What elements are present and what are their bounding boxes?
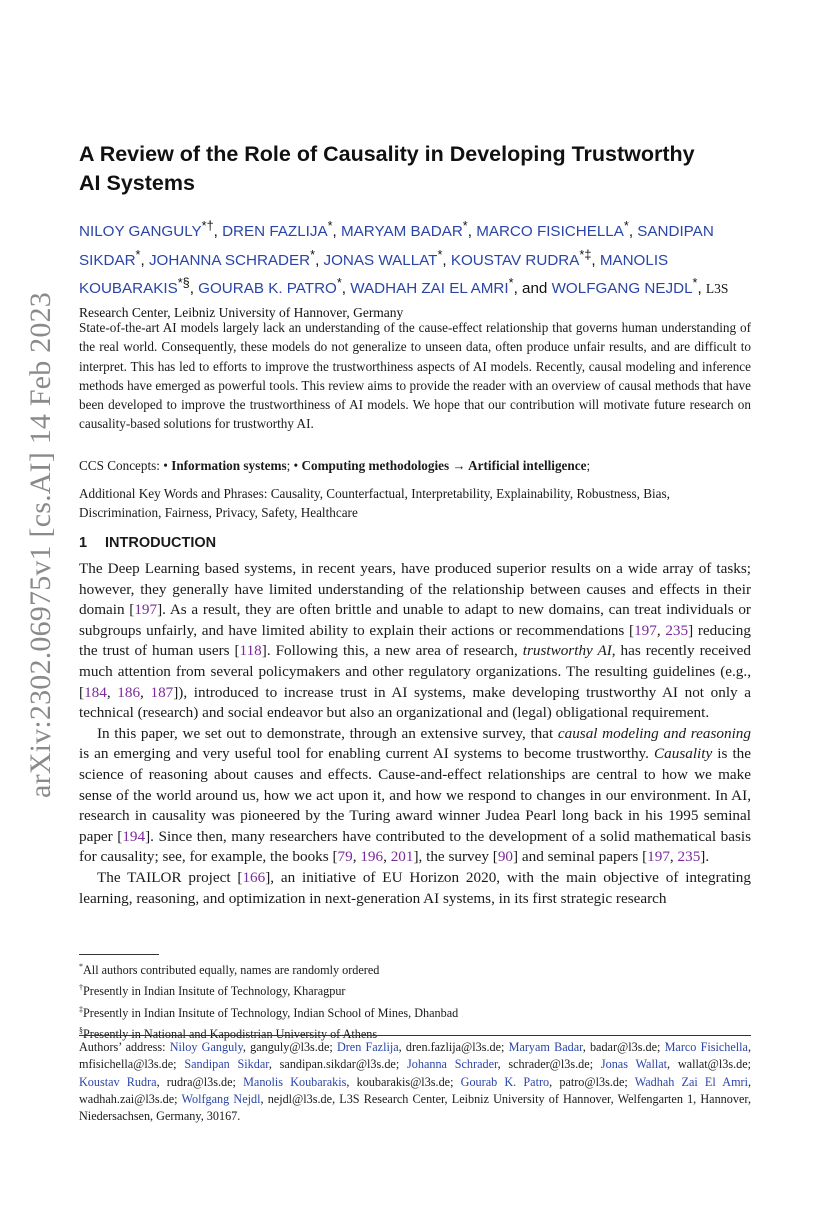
author-name[interactable]: JOHANNA SCHRADER (148, 251, 311, 269)
author-address-name[interactable]: Manolis Koubarakis (243, 1074, 347, 1089)
abstract: State-of-the-art AI models largely lack an understanding of the cause-effect relationship that governs human understanding of the real world. Consequently, these models do not generalize to unseen data, often produce unfair results, and are difficult to interpret. This has led to efforts to improve the trustworthiness aspects of AI models. Recently, causal modeling and inference methods have emerged as powerful tools. This review aims to provide the reader with an overview of causal methods that have been developed to improve the trustworthiness of AI models. We hope that our contribution will motivate future research on causality-based solutions for trustworthy AI. (79, 320, 751, 432)
author-email: ganguly@l3s.de (250, 1040, 330, 1054)
footnote-mark: † (79, 983, 83, 993)
body-text-span: is an emerging and very useful tool for enabling current AI systems to become trustworthy. (79, 745, 654, 763)
introduction-body (79, 559, 751, 909)
keywords (79, 484, 751, 522)
author-mark: * (310, 247, 316, 262)
author-name[interactable]: SANDIPAN SIKDAR (79, 223, 714, 269)
address-label: Authors’ address: (79, 1040, 166, 1054)
citation-link[interactable]: 187 (150, 683, 174, 701)
author-name[interactable]: GOURAB K. PATRO (198, 280, 337, 298)
body-text-span: ] reducing the trust of human users [ (79, 621, 751, 660)
body-text-span: ]. Since then, many researchers have contributed to the development of a solid mathematical basis for causality; see, for example, the books [ (79, 827, 751, 866)
citation-link[interactable]: 235 (665, 621, 689, 639)
author-address-name[interactable]: Koustav Rudra (79, 1074, 157, 1089)
author-email: sandipan.sikdar@l3s.de (279, 1057, 396, 1072)
author-address-name[interactable]: Dren Fazlija (336, 1040, 399, 1054)
author-name[interactable]: MARCO FISICHELLA (476, 223, 624, 241)
author-address-name[interactable]: Gourab K. Patro (460, 1074, 550, 1089)
author-address-name[interactable]: Johanna Schrader (407, 1057, 498, 1072)
citation-link[interactable]: 184 (84, 683, 107, 701)
ccs-concepts: CCS Concepts: • Information systems; • Computing methodologies → Artificial intelligence; (79, 458, 591, 473)
author-list: NILOY GANGULY*†, DREN FAZLIJA*, MARYAM BADAR*, MARCO FISICHELLA*, SANDIPAN SIKDAR*, JOHANNA SCHRADER*, JONAS WALLAT*, KOUSTAV RUDRA*‡, MANOLIS KOUBARAKIS*§, GOURAB K. PATRO*, WADHAH ZAI EL AMRI*, and WOLFGANG NEJDL*, L3S Research Center, Leibniz University of Hannover, Germany (79, 219, 729, 320)
body-text-span: is the science of reasoning about causes and effects. Cause-and-effect relationships are central to how we make sense of the world around us, how we act upon it, and how we respond to changes in our environment. In AI, research in causality was pioneered by the Turing award winner Judea Pearl long back in his 1995 seminal paper [ (79, 745, 752, 845)
citation-link[interactable]: 79 (337, 848, 353, 866)
author-name[interactable]: DREN FAZLIJA (222, 223, 328, 241)
author-email: koubarakis@l3s.de (356, 1074, 451, 1089)
footnote-text: Presently in Indian Insitute of Technology, Kharagpur (83, 984, 346, 999)
author-email: mfisichella@l3s.de (79, 1057, 174, 1072)
author-mark: *‡ (579, 247, 592, 262)
footnote-text: Presently in National and Kapodistrian University of Athens (83, 1026, 378, 1041)
footnote-mark: ‡ (79, 1004, 83, 1014)
footnote (79, 979, 751, 1000)
author-mark: * (692, 276, 698, 291)
address-divider (79, 1035, 751, 1036)
citation-link[interactable]: 197 (634, 621, 657, 639)
author-address-name[interactable]: Niloy Ganguly (169, 1040, 243, 1054)
author-email: badar@l3s.de (589, 1040, 658, 1054)
body-text-span: ]), introduced to increase trust in AI systems, make developing trustworthy AI not only a technical (research) and social endeavor but also an organizational and (legal) obligational requirement. (79, 683, 751, 722)
author-mark: * (462, 219, 468, 233)
citation-link[interactable]: 197 (134, 601, 158, 619)
section-heading (79, 535, 216, 551)
author-mark: * (623, 219, 629, 233)
author-address-name[interactable]: Jonas Wallat (600, 1057, 668, 1072)
author-name[interactable]: WADHAH ZAI EL AMRI (350, 280, 509, 298)
address-closing: L3S Research Center, Leibniz University of Hannover, Welfengarten 1, Hannover, Niedersachsen, Germany, 30167. (79, 1091, 751, 1124)
citation-link[interactable]: 166 (242, 868, 266, 886)
footnote (79, 958, 751, 979)
author-name[interactable]: JONAS WALLAT (323, 251, 438, 269)
author-name[interactable]: MANOLIS KOUBARAKIS (79, 251, 669, 298)
citation-link[interactable]: 90 (497, 848, 514, 866)
author-mark: * (437, 247, 443, 262)
author-email: schrader@l3s.de (508, 1057, 590, 1072)
author-address-name[interactable]: Wadhah Zai El Amri (634, 1074, 748, 1089)
body-paragraph (79, 559, 751, 724)
body-paragraph (79, 868, 751, 909)
footnote (79, 1001, 751, 1022)
keywords-text: Causality, Counterfactual, Interpretability, Explainability, Robustness, Bias, Discrimination, Fairness, Privacy, Safety, Healthcare (79, 486, 670, 520)
body-text-span: , (106, 683, 118, 701)
body-text-span: The Deep Learning based systems, in recent years, have produced superior results on a wide array of tasks; however, they generally have limited understanding of the relationship between causes and effects in their domain [ (79, 560, 751, 619)
body-text-span: , (383, 848, 391, 866)
author-names: NILOY GANGULY*†, DREN FAZLIJA*, MARYAM BADAR*, MARCO FISICHELLA*, SANDIPAN SIKDAR*, JOHANNA SCHRADER*, JONAS WALLAT*, KOUSTAV RUDRA*‡, MANOLIS KOUBARAKIS*§, GOURAB K. PATRO*, WADHAH ZAI EL AMRI*, and WOLFGANG NEJDL* (79, 219, 714, 298)
authors-address: Authors’ address: Niloy Ganguly, ganguly@l3s.de; Dren Fazlija, dren.fazlija@l3s.de; Maryam Badar, badar@l3s.de; Marco Fisichella, mfisichella@l3s.de; Sandipan Sikdar, sandipan.sikdar@l3s.de; Johanna Schrader, schrader@l3s.de; Jonas Wallat, wallat@l3s.de; Koustav Rudra, rudra@l3s.de; Manolis Koubarakis, koubarakis@l3s.de; Gourab K. Patro, patro@l3s.de; Wadhah Zai El Amri, wadhah.zai@l3s.de; Wolfgang Nejdl, nejdl@l3s.de, L3S Research Center, Leibniz University of Hannover, Welfengarten 1, Hannover, Niedersachsen, Germany, 30167. (79, 1040, 752, 1124)
arxiv-identifier: arXiv:2302.06975v1 [cs.AI] 14 Feb 2023 (24, 292, 57, 798)
author-name[interactable]: KOUSTAV RUDRA (450, 251, 580, 269)
body-text-span: ]. (700, 848, 710, 866)
footnote-text: Presently in Indian Insitute of Technology, Indian School of Mines, Dhanbad (83, 1005, 459, 1020)
author-mark: * (508, 276, 514, 291)
ccs-item: Computing methodologies → Artificial intelligence (301, 458, 587, 473)
body-text-span: ]. Following this, a new area of research, (261, 642, 523, 660)
body-text-span: ] and seminal papers [ (513, 848, 648, 866)
arxiv-stamp (26, 250, 56, 840)
author-conjunction: and (522, 280, 548, 298)
author-mark: * (135, 247, 141, 262)
author-address-name[interactable]: Wolfgang Nejdl (181, 1091, 261, 1106)
author-name[interactable]: MARYAM BADAR (340, 223, 463, 241)
footnote-divider (79, 954, 159, 955)
body-text-span: ], the survey [ (413, 848, 498, 866)
author-mark: * (327, 219, 333, 233)
author-email: wallat@l3s.de (677, 1057, 748, 1072)
footnote-text: All authors contributed equally, names are randomly ordered (83, 963, 380, 978)
body-text-span: , (352, 848, 361, 866)
body-text-span: ]. As a result, they are often brittle and unable to adapt to new domains, can treat individuals or subgroups unfairly, and have limited ability to explain their actions or recommendations [ (79, 601, 751, 639)
author-mark: *§ (177, 276, 190, 291)
author-email: nejdl@l3s.de (267, 1091, 333, 1106)
emphasis: causal modeling and reasoning (557, 724, 751, 742)
author-name[interactable]: NILOY GANGULY (79, 223, 202, 241)
emphasis: trustworthy AI (522, 642, 612, 660)
footnotes (79, 958, 751, 1043)
author-address-name[interactable]: Maryam Badar (508, 1040, 583, 1054)
body-text-span: ], an initiative of EU Horizon 2020, with the main objective of integrating learning, reasoning, and optimization in next-generation AI systems, in its first strategic research (79, 868, 751, 907)
paper-title: A Review of the Role of Causality in Developing Trustworthy AI Systems (79, 142, 695, 195)
section-number: 1 (79, 535, 88, 551)
citation-link[interactable]: 201 (390, 848, 414, 866)
citation-link[interactable]: 197 (647, 848, 670, 866)
ccs-label: CCS Concepts: (79, 458, 160, 473)
body-text-span: , has recently received much attention from several policymakers and other regulatory organizations. The resulting guidelines (e.g., [ (79, 642, 751, 701)
body-paragraph (79, 724, 751, 868)
citation-link[interactable]: 194 (122, 827, 146, 845)
author-address-name[interactable]: Sandipan Sikdar (184, 1057, 269, 1072)
author-name[interactable]: WOLFGANG NEJDL (551, 280, 693, 298)
author-email: dren.fazlija@l3s.de (405, 1040, 502, 1054)
citation-link[interactable]: 235 (677, 848, 701, 866)
author-email: rudra@l3s.de (166, 1074, 233, 1089)
citation-link[interactable]: 118 (239, 642, 262, 660)
body-text-span: , (669, 848, 678, 866)
body-text-span: In this paper, we set out to demonstrate, through an extensive survey, that (97, 724, 558, 742)
ccs-item: Information systems (171, 458, 287, 473)
affiliation: L3S Research Center, Leibniz University of Hannover, Germany (79, 281, 729, 320)
author-mark: *† (201, 219, 214, 233)
footnote-mark: * (79, 962, 83, 971)
body-text-span: , (656, 621, 666, 639)
keywords-label: Additional Key Words and Phrases: (79, 486, 268, 501)
body-text-span: The TAILOR project [ (97, 868, 243, 886)
body-text-span: , (140, 683, 151, 701)
author-email: wadhah.zai@l3s.de (79, 1091, 175, 1106)
emphasis: Causality (654, 745, 713, 763)
footnote-mark: § (79, 1025, 83, 1035)
section-title: INTRODUCTION (105, 535, 217, 551)
author-email: patro@l3s.de (559, 1074, 625, 1089)
author-address-name[interactable]: Marco Fisichella (664, 1040, 748, 1054)
author-mark: * (336, 276, 342, 291)
citation-link[interactable]: 186 (117, 683, 141, 701)
citation-link[interactable]: 196 (360, 848, 384, 866)
